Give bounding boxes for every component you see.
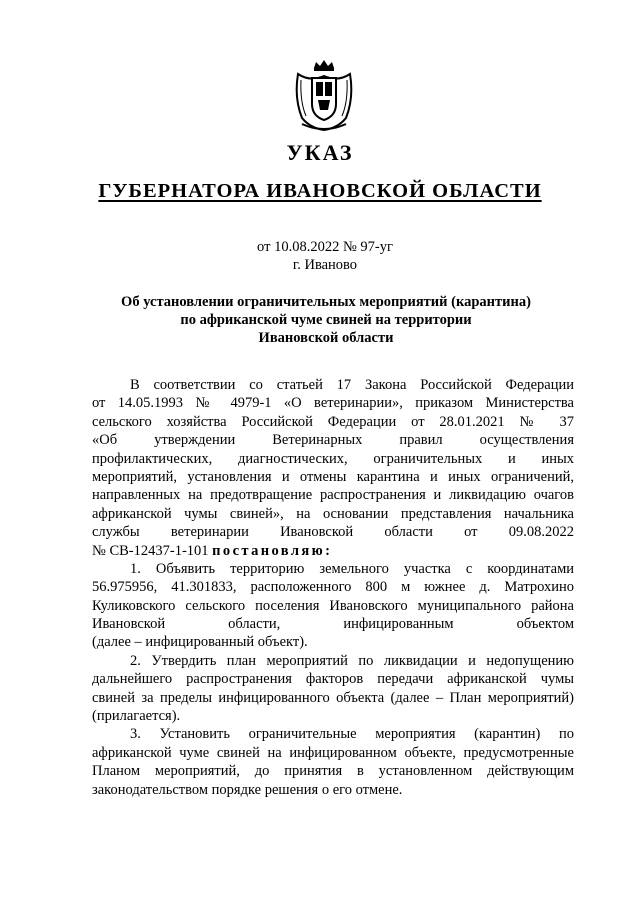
body-line: 2. Утвердить план мероприятий по ликвидации и недопущению (130, 652, 574, 669)
document-subtitle: ГУБЕРНАТОРА ИВАНОВСКОЙ ОБЛАСТИ (98, 180, 542, 202)
coat-of-arms-emblem (292, 58, 356, 132)
body-line: законодательством порядке решения о его отмене. (92, 781, 403, 798)
body-line: 56.975956, 41.301833, расположенного 800 м южнее д. Матрохино (92, 579, 574, 596)
body-line: Куликовского сельского поселения Ивановского муниципального района (92, 597, 574, 614)
body-line: от 14.05.1993 № 4979-1 «О ветеринарии», приказом Министерства (92, 395, 574, 412)
body-line: направленных на предотвращение распространения и ликвидацию очагов (92, 487, 574, 504)
body-line: В соответствии со статьей 17 Закона Российской Федерации (130, 377, 574, 393)
document-body (92, 376, 574, 799)
body-line (92, 542, 574, 560)
body-line: 1. Объявить территорию земельного участка с координатами (130, 560, 574, 577)
city: г. Иваново (292, 257, 358, 273)
resolve-word: постановляю (212, 542, 326, 559)
subject-line: Ивановской области (258, 330, 394, 346)
body-line: дальнейшего распространения факторов передачи африканской чумы (92, 671, 574, 688)
body-line: африканской чумы свиней», на основании представления начальника (92, 505, 574, 522)
body-line: африканской чуме свиней на инфицированном объекте, предусмотренные (92, 744, 574, 761)
subject-line: Об установлении ограничительных мероприятий (карантина) (121, 294, 531, 310)
body-line: свиней за пределы инфицированного объекта (далее – План мероприятий) (92, 689, 574, 706)
body-line: (далее – инфицированный объект). (92, 634, 308, 651)
order-number: № СВ-12437-1-101 (92, 542, 213, 559)
body-line: (прилагается). (92, 708, 181, 725)
body-line: мероприятий, установления и отмены карантина и иных ограничений, (92, 468, 574, 485)
body-line: Ивановской области, инфицированным объектом (92, 616, 574, 633)
body-line: 3. Установить ограничительные мероприятия (карантин) по (130, 726, 574, 743)
body-line: профилактических, диагностических, ограничительных и иных (92, 450, 574, 467)
body-line: службы ветеринарии Ивановской области от 09.08.2022 (92, 524, 574, 541)
body-line: Планом мероприятий, до принятия в установленном действующим (92, 763, 574, 780)
date-number: от 10.08.2022 № 97-уг (257, 239, 393, 255)
resolve-colon: : (325, 542, 330, 559)
document-title: УКАЗ (286, 140, 354, 165)
body-line: «Об утверждении Ветеринарных правил осуществления (92, 432, 574, 449)
subject-heading (0, 293, 640, 347)
subject-line: по африканской чуме свиней на территории (180, 312, 472, 328)
body-line: сельского хозяйства Российской Федерации от 28.01.2021 № 37 (92, 413, 574, 430)
